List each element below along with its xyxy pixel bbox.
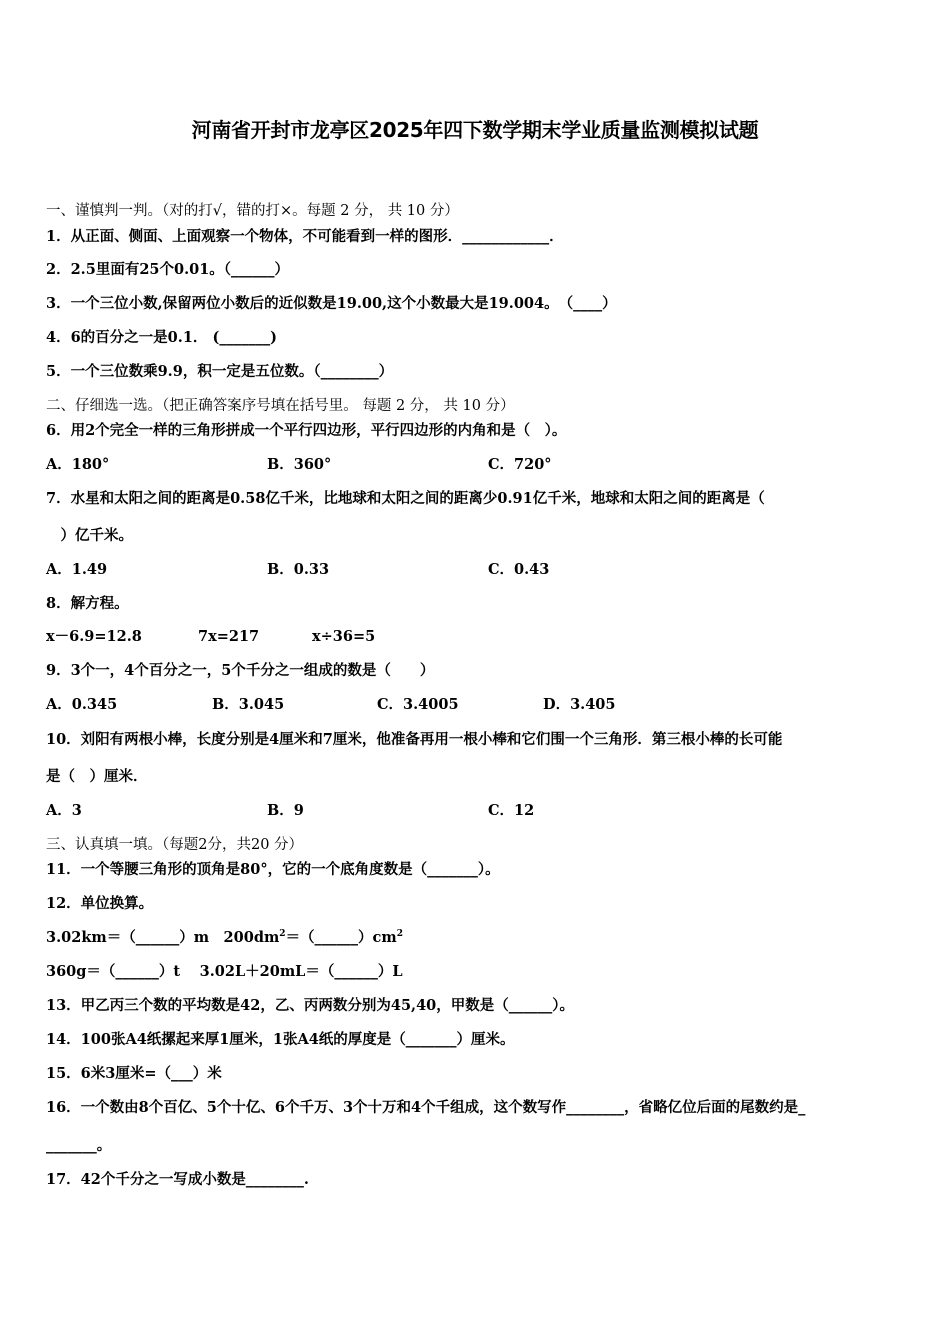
q10-option-a: A．3 [46,802,82,819]
question-6: 6．用2个完全一样的三角形拼成一个平行四边形，平行四边形的内角和是（ ）。 [46,422,567,439]
q9-option-d: D．3.405 [543,696,616,713]
q6-option-a: A．180° [46,456,110,473]
question-2: 2．2.5里面有25个0.01。（______） [46,261,290,278]
question-17: 17．42个千分之一写成小数是________. [46,1171,309,1188]
question-11: 11．一个等腰三角形的顶角是80°，它的一个底角度数是（_______）。 [46,861,500,878]
question-12-row-1 [46,929,403,947]
question-16-line-1: 16．一个数由8个百亿、5个十亿、6个千万、3个十万和4个千组成，这个数写作________，省略亿位后面的尾数约是_ [46,1099,806,1116]
q12-row1-sup-b: 2 [396,929,403,940]
page-title: 河南省开封市龙亭区2025年四下数学期末学业质量监测模拟试题 [191,118,759,142]
question-10-line-1: 10．刘阳有两根小棒，长度分别是4厘米和7厘米，他准备再用一根小棒和它们围一个三角形．第三根小棒的长可能 [46,731,783,748]
question-12: 12．单位换算。 [46,895,154,912]
question-9: 9．3个一，4个百分之一，5个千分之一组成的数是（ ） [46,662,435,679]
section-heading-3: 三、认真填一填。（每题2分，共20 分） [46,837,304,853]
question-3: 3．一个三位小数,保留两位小数后的近似数是19.00,这个小数最大是19.004。 （____） [46,295,617,312]
question-1: 1．从正面、侧面、上面观察一个物体，不可能看到一样的图形．____________． [46,228,564,245]
question-15: 15．6米3厘米=（___）米 [46,1065,222,1082]
section-heading-2: 二、仔细选一选。（把正确答案序号填在括号里。 每题 2 分， 共 10 分） [46,398,515,414]
q12-row1-sup-a: 2 [279,929,286,940]
q12-row1-part-b: ＝（______）cm [285,929,397,946]
q7-option-b: B．0.33 [267,561,330,578]
question-4: 4．6的百分之一是0.1． (_______) [46,329,277,346]
q10-option-b: B．9 [267,802,304,819]
q8-equation-1: x－6.9=12.8 [46,628,142,645]
question-8: 8．解方程。 [46,595,129,612]
question-5: 5．一个三位数乘9.9，积一定是五位数。（________） [46,363,394,380]
q10-option-c: C．12 [488,802,535,819]
q8-equation-2: 7x=217 [198,628,260,645]
section-heading-1: 一、谨慎判一判。（对的打√，错的打×。每题 2 分， 共 10 分） [46,203,459,219]
question-7-line-1: 7．水星和太阳之间的距离是0.58亿千米，比地球和太阳之间的距离少0.91亿千米，地球和太阳之间的距离是（ [46,490,765,507]
question-7-line-2: ）亿千米。 [46,527,133,544]
q12-row1-part-a: 3.02km＝（______）m 200dm [46,929,280,946]
q8-equation-3: x÷36=5 [312,628,376,645]
q9-option-b: B．3.045 [212,696,285,713]
question-10-line-2: 是（ ）厘米． [46,768,148,785]
q7-option-c: C．0.43 [488,561,550,578]
q7-option-a: A．1.49 [46,561,108,578]
q6-option-c: C．720° [488,456,552,473]
question-12-row-2: 360g＝（______）t 3.02L＋20mL＝（______）L [46,963,403,980]
q9-option-a: A．0.345 [46,696,118,713]
question-13: 13．甲乙丙三个数的平均数是42，乙、丙两数分别为45,40，甲数是（______）。 [46,997,575,1014]
q9-option-c: C．3.4005 [377,696,459,713]
question-16-line-2: _______。 [46,1137,112,1154]
q6-option-b: B．360° [267,456,332,473]
question-14: 14．100张A4纸摞起来厚1厘米，1张A4纸的厚度是（_______）厘米。 [46,1031,515,1048]
